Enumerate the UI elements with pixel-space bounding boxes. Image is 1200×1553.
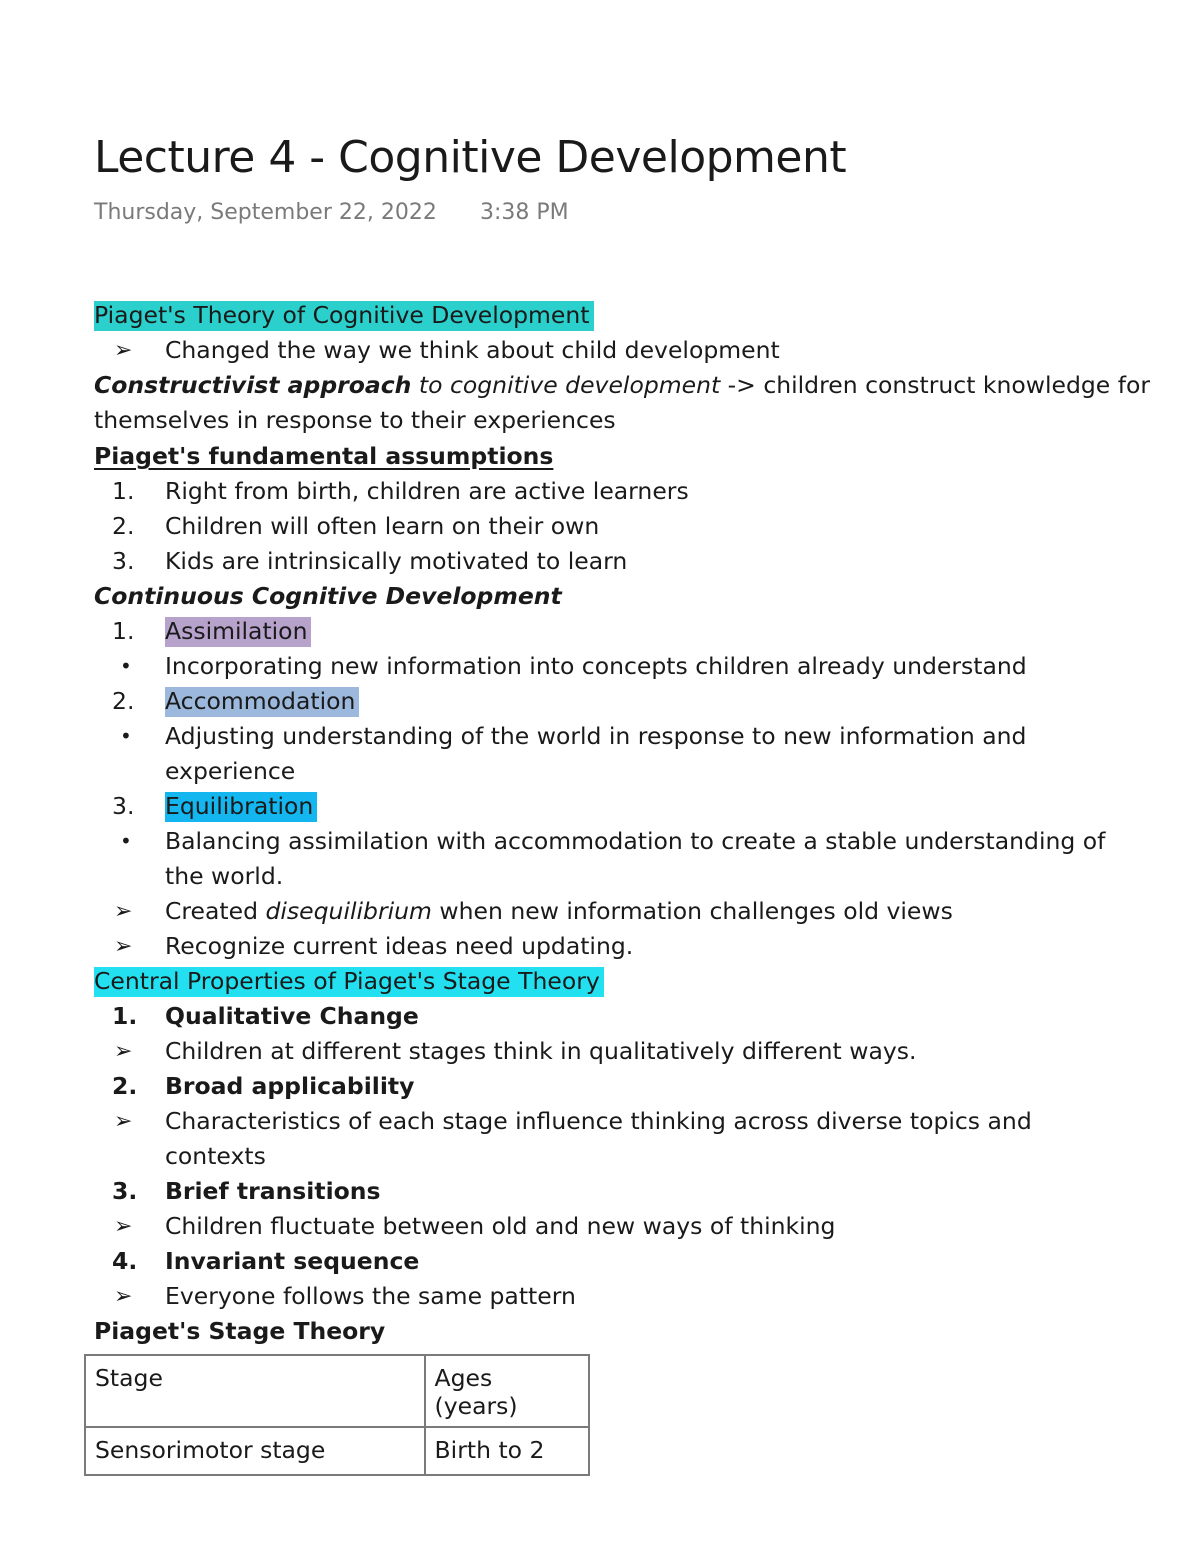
arrow-bullet-icon: ➢ (114, 899, 133, 924)
list-item-text: Changed the way we think about child development (165, 336, 780, 364)
arrow-bullet-icon: ➢ (114, 934, 133, 959)
stage-table-container (84, 1354, 590, 1464)
highlighted-heading: Piaget's Theory of Cognitive Development (94, 301, 594, 331)
list-item (94, 509, 1114, 544)
note-body (94, 298, 1151, 1349)
list-item (94, 1174, 1114, 1209)
bold-heading: Piaget's Stage Theory (94, 1317, 386, 1345)
list-item (94, 1104, 1114, 1139)
list-item-continuation: the world. (165, 862, 284, 890)
list-item (94, 474, 1114, 509)
highlighted-heading: Central Properties of Piaget's Stage Theory (94, 967, 604, 997)
property-label: Invariant sequence (165, 1247, 420, 1275)
table-cell: Birth to 2 (425, 1427, 589, 1475)
stage-table (84, 1354, 590, 1476)
list-item-text: Kids are intrinsically motivated to learn (165, 547, 628, 575)
list-item-text: Balancing assimilation with accommodation to create a stable understanding of (165, 827, 1106, 855)
list-item (94, 649, 1114, 684)
italic-term: disequilibrium (265, 897, 432, 925)
list-item (94, 614, 1114, 649)
list-number: 2. (112, 1072, 138, 1100)
constructivist-line-2: themselves in response to their experiences (94, 406, 616, 434)
dot-bullet-icon: • (120, 724, 132, 748)
list-item (94, 824, 1114, 859)
arrow-bullet-icon: ➢ (114, 1284, 133, 1309)
table-header-cell: Stage (85, 1355, 425, 1427)
list-number: 4. (112, 1247, 138, 1275)
plain-text: when new information challenges old views (431, 897, 953, 925)
list-number: 1. (112, 477, 135, 505)
list-item-text: Children fluctuate between old and new ways of thinking (165, 1212, 836, 1240)
arrow-bullet-icon: ➢ (114, 338, 133, 363)
list-item (94, 929, 1114, 964)
list-item (94, 894, 1114, 929)
highlighted-term: Assimilation (165, 617, 311, 647)
list-item (94, 999, 1114, 1034)
constructivist-line (94, 368, 1151, 403)
list-item (94, 789, 1114, 824)
list-item-text: Adjusting understanding of the world in response to new information and (165, 722, 1027, 750)
list-number: 3. (112, 1177, 138, 1205)
list-number: 3. (112, 792, 135, 820)
list-item (94, 1279, 1114, 1314)
property-label: Brief transitions (165, 1177, 381, 1205)
stage-theory-heading (94, 1314, 1114, 1349)
dot-bullet-icon: • (120, 654, 132, 678)
property-label: Qualitative Change (165, 1002, 419, 1030)
page-date: Thursday, September 22, 2022 (94, 200, 437, 225)
plain-text: -> children construct knowledge for (720, 371, 1151, 399)
list-item (94, 1034, 1114, 1069)
table-cell: Sensorimotor stage (85, 1427, 425, 1475)
list-item-text: Children at different stages think in qualitatively different ways. (165, 1037, 917, 1065)
highlighted-term: Equilibration (165, 792, 317, 822)
list-item (94, 544, 1114, 579)
list-item-continuation: experience (165, 757, 296, 785)
page-meta (94, 200, 569, 225)
list-item (94, 1069, 1114, 1104)
page-title: Lecture 4 - Cognitive Development (94, 132, 847, 183)
arrow-bullet-icon: ➢ (114, 1109, 133, 1134)
list-item (94, 333, 1114, 368)
page-time: 3:38 PM (480, 200, 569, 225)
highlighted-term: Accommodation (165, 687, 359, 717)
dot-bullet-icon: • (120, 829, 132, 853)
list-number: 2. (112, 512, 135, 540)
list-item-text: Characteristics of each stage influence thinking across diverse topics and (165, 1107, 1032, 1135)
continuous-heading (94, 579, 1114, 614)
list-item-text: Right from birth, children are active learners (165, 477, 689, 505)
list-item-continuation: contexts (165, 1142, 266, 1170)
list-item (94, 684, 1114, 719)
list-item-text: Recognize current ideas need updating. (165, 932, 634, 960)
section-heading-piaget-theory (94, 298, 1114, 333)
list-item-text: Everyone follows the same pattern (165, 1282, 576, 1310)
underlined-heading: Piaget's fundamental assumptions (94, 442, 554, 470)
table-header-cell: Ages (years) (425, 1355, 589, 1427)
assumptions-heading (94, 439, 1114, 474)
arrow-bullet-icon: ➢ (114, 1214, 133, 1239)
table-row (85, 1427, 589, 1475)
list-item (94, 1209, 1114, 1244)
central-heading (94, 964, 1114, 999)
list-number: 2. (112, 687, 135, 715)
term-bold-italic: Constructivist approach (94, 371, 412, 399)
bold-italic-heading: Continuous Cognitive Development (94, 582, 562, 610)
table-header-row (85, 1355, 589, 1427)
list-item-text: Children will often learn on their own (165, 512, 600, 540)
list-number: 1. (112, 617, 135, 645)
list-item-text: Incorporating new information into concepts children already understand (165, 652, 1027, 680)
list-item (94, 1244, 1114, 1279)
italic-text: to cognitive development (411, 371, 721, 399)
property-label: Broad applicability (165, 1072, 415, 1100)
list-number: 1. (112, 1002, 138, 1030)
list-item (94, 719, 1114, 754)
arrow-bullet-icon: ➢ (114, 1039, 133, 1064)
plain-text: Created (165, 897, 266, 925)
list-number: 3. (112, 547, 135, 575)
